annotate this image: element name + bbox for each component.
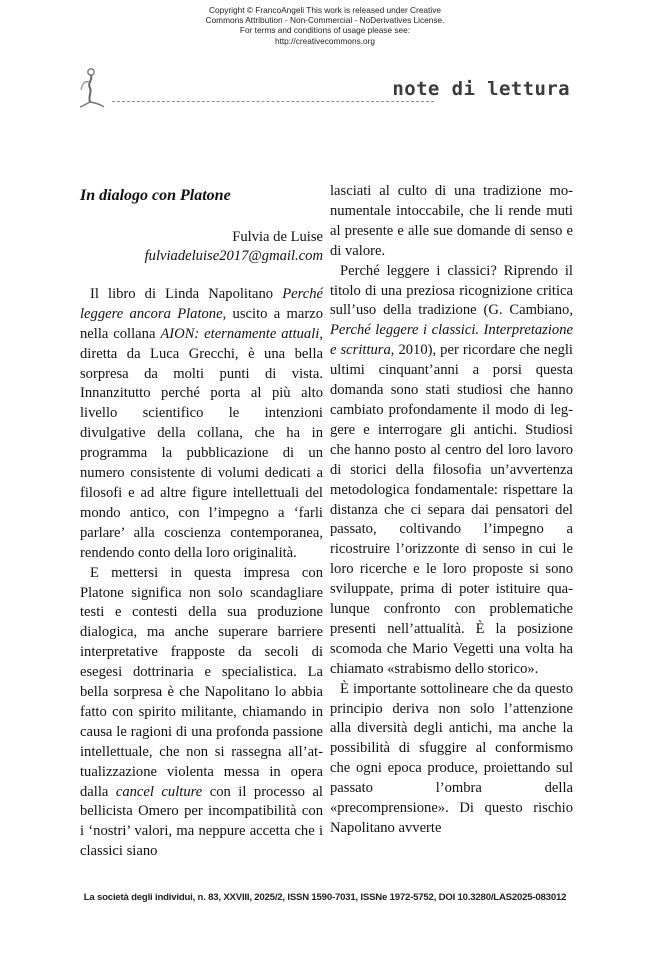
author-block [80, 228, 323, 267]
copyright-notice [0, 5, 650, 46]
copyright-line: For terms and conditions of usage please see: [239, 25, 411, 36]
copyright-line: Copyright © FrancoAngeli This work is released under Creative [209, 5, 441, 15]
author-name: Fulvia de Luise [232, 228, 323, 245]
article-title: In dialogo con Platone [80, 187, 231, 204]
journal-citation-footer: La società degli individui, n. 83, XXVIII, 2025/2, ISSN 1590-7031, ISSNe 1972-5752, DOI 10.3280/LAS2025-083012 [83, 892, 567, 903]
paragraph: lasciati al culto di una tradizione monumentale intoccabile, che li rende muti al presente e alle sue domande di senso e di valore. [330, 183, 573, 259]
paragraph: Il libro di Linda Napolitano Perché leggere ancora Platone, uscito a marzo nella collana AION: eternamente attuali, diretta da Luca Grecchi, è una bella sorpresa da molti punti di vista. Innanzitutto perché porta al più alto livello scientifico le intenzioni divulgative della collana, che ha in programma la pubblicazione di un numero consistente di volumi dedicati a filosofi e ad altre figure intellettuali del mondo antico, con l’impegno a ‘farli parlare’ alla coscienza contemporanea, rendendo conto della loro originalità. [80, 285, 323, 561]
paragraph: È importante sottolineare che da questo principio deriva non solo l’attenzione alla diversità degli antichi, ma anche la possibilità di sfuggire al conformismo che ogni epoca produce, proiettando sul passato l’ombra della «precomprensione». Di questo rischio Napolitano avverte [330, 680, 573, 836]
dancer-figure-icon [78, 66, 112, 108]
copyright-line: http://creativecommons.org [274, 35, 376, 46]
paragraph: E mettersi in questa impresa con Platone significa non solo scandagliare testi e contesti della sua produzione dialogica, ma anche superare barriere interpretative frapposte da secoli di esegesi dottrinaria e specialistica. La bella sorpresa è che Napolitano lo abbia fatto con spirito militante, chiamando in causa le ragioni di una profonda passione intellettuale, che non si rassegna all’attualizzazione violenta messa in opera dalla cancel culture con il processo al bellicista Omero per incompatibilità con i ‘nostri’ valori, ma neppure accetta che i classici siano [80, 564, 323, 860]
author-email: fulviadeluise2017@gmail.com [144, 248, 323, 265]
copyright-line: Commons Attribution - Non-Commercial - NoDerivatives License. [205, 15, 445, 26]
paragraph: Perché leggere i classici? Riprendo il titolo di una preziosa ricognizione critica sull’uso della tradizione (G. Cambiano, Perché leggere i classici. Interpretazione e scrittura, 2010), per ricordare che negli ultimi cinquant’anni a porsi questa domanda sono stati studiosi che hanno cambiato profondamente il modo di leggere e interrogare gli antichi. Studiosi che hanno posto al centro del loro lavoro di storici della filosofia un’avvertenza metodologica fondamentale: rispettare la distanza che ci separa dai pensatori del passato, coltivando l’impegno a ricostruire l’orizzonte di senso in cui le loro ricerche e le loro proposte si sono sviluppate, prima di poter istituire qualunque confronto con problematiche presenti nell’attualità. È la posizione scomoda che Mario Vegetti una volta ha chiamato «strabismo dello storico». [330, 262, 573, 677]
page-header [78, 66, 570, 106]
right-column [330, 182, 573, 839]
section-title: note di lettura [392, 78, 570, 100]
left-column [80, 180, 323, 862]
header-rule [112, 101, 434, 102]
